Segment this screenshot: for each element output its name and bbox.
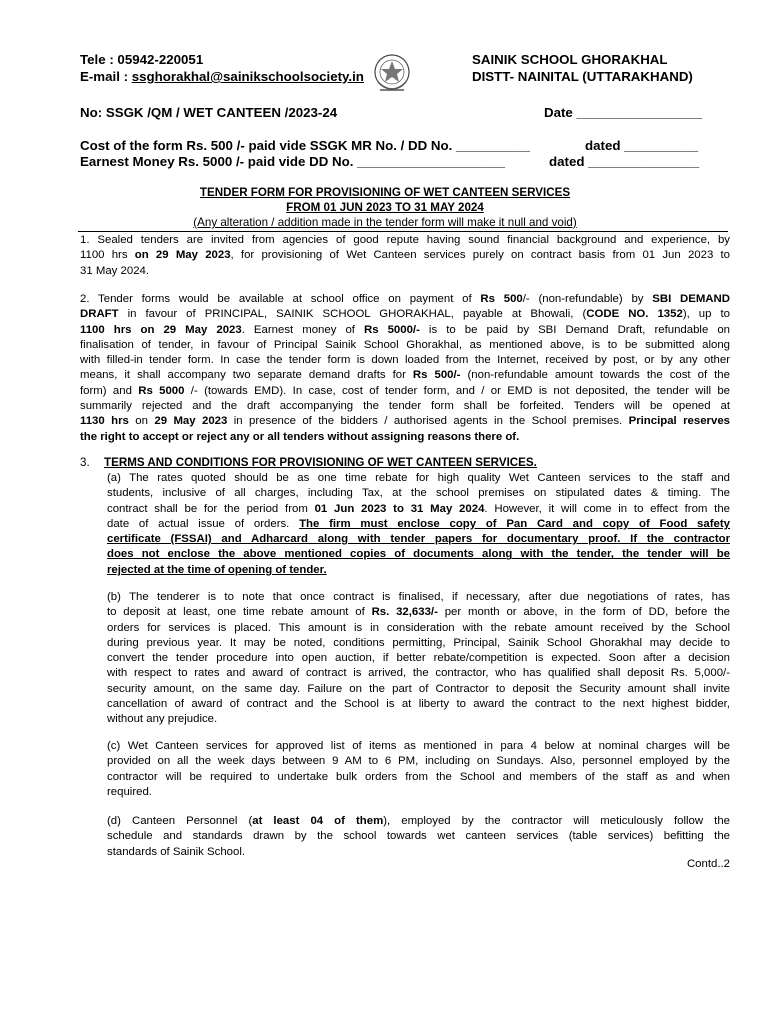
text-line: (b) The tenderer is to note that once contract is finalised, if necessary, after due negotiations of rates, has xyxy=(107,591,730,603)
text-line: 1130 hrs on 29 May 2023 in presence of the bidders / authorised agents in the School premises. Principal reserves xyxy=(80,415,730,428)
text-line: contract shall be for the period from 01 Jun 2023 to 31 May 2024. However, it will come in to effect from the xyxy=(107,502,730,515)
text-line: 1. Sealed tenders are invited from agencies of good repute having sound financial background and experience, by xyxy=(80,234,730,246)
text-line: finalisation of tender, in favour of Principal Sainik School Ghorakhal, as mentioned above, is to be submitted along xyxy=(80,338,730,351)
text-line: provided on all the week days between 9 AM to 6 PM, including on Sundays. Also, personnel employed by the xyxy=(107,755,730,768)
text-line: does not enclose the above mentioned copies of documents along with the tender, the tender will be xyxy=(107,548,730,561)
section-3-number: 3. xyxy=(80,456,90,469)
text-line: 1100 hrs on 29 May 2023, for provisioning of Wet Canteen services purely on contract basis from 01 Jun 2023 to xyxy=(80,249,731,262)
text-line: the right to accept or reject any or all tenders without assigning reasons there of. xyxy=(80,430,520,443)
email-line xyxy=(80,69,364,84)
text-line: cancellation of award of contract and the School is at liberty to award the contract to the next highest bidder, xyxy=(107,698,730,711)
text-line: with filled-in tender form. In case the tender form is down loaded from the Internet, received by post, or by any other xyxy=(80,354,730,367)
reference-number: No: SSGK /QM / WET CANTEEN /2023-24 xyxy=(80,105,338,120)
text-line: (d) Canteen Personnel (at least 04 of them), employed by the contractor will meticulously follow the xyxy=(107,815,730,827)
text-line: rejected at the time of opening of tender. xyxy=(107,563,327,576)
text-line: orders for services is placed. This amount is in consideration with the rebate amount received by the School xyxy=(107,621,730,634)
school-emblem-icon xyxy=(372,52,412,96)
text-line: convert the tender procedure into open auction, if better rebate/competition is expected. Soon after a decision xyxy=(107,652,730,665)
title-divider xyxy=(78,231,728,232)
text-line: students, inclusive of all charges, including Tax, at the school premises on stipulated dates & timing. The xyxy=(107,487,730,500)
tender-title: TENDER FORM FOR PROVISIONING OF WET CANTEEN SERVICES xyxy=(199,186,571,199)
school-address: DISTT- NAINITAL (UTTARAKHAND) xyxy=(472,69,693,84)
text-line: date of actual issue of orders. The firm must enclose copy of Pan Card and copy of Food safety xyxy=(107,517,730,530)
telephone: Tele : 05942-220051 xyxy=(80,52,204,67)
text-line: 1100 hrs on 29 May 2023. Earnest money of Rs 5000/- is to be paid by SBI Demand Draft, refundable on xyxy=(80,323,730,336)
text-line: with respect to rates and award of contract is arrived, the contractor, who has qualified shall deposit Rs. 5,000/- xyxy=(107,667,730,680)
text-line: form) and Rs 5000 /- (towards EMD). In case, cost of tender form, and / or EMD is not deposited, the tender will be xyxy=(80,384,730,397)
tender-period: FROM 01 JUN 2023 TO 31 MAY 2024 xyxy=(286,201,484,214)
text-line: 31 May 2024. xyxy=(80,264,150,277)
text-line: required. xyxy=(107,785,152,798)
earnest-money-line: Earnest Money Rs. 5000 /- paid vide DD No. ____________________ xyxy=(80,154,506,169)
text-line: (c) Wet Canteen services for approved list of items as mentioned in para 4 below at nominal charges will be xyxy=(107,740,730,752)
clause-3b xyxy=(107,590,730,728)
text-line: 2. Tender forms would be available at school office on payment of Rs 500/- (non-refundable) by SBI DEMAND xyxy=(80,293,730,305)
email-label: E-mail : xyxy=(80,69,132,84)
paragraph-2 xyxy=(80,292,730,445)
school-name: SAINIK SCHOOL GHORAKHAL xyxy=(472,52,668,67)
earnest-money-dated: dated _______________ xyxy=(549,154,700,169)
form-cost-line: Cost of the form Rs. 500 /- paid vide SSGK MR No. / DD No. __________ xyxy=(80,138,530,153)
form-cost-dated: dated __________ xyxy=(585,138,699,153)
text-line: DRAFT in favour of PRINCIPAL, SAINIK SCHOOL GHORAKHAL, payable at Bhowali, (CODE NO. 1352), up to xyxy=(80,308,730,321)
paragraph-1 xyxy=(80,233,730,279)
text-line: security amount, on the same day. Failure on the part of Contractor to deposit the Security amount shall invite xyxy=(107,682,730,695)
continued-marker: Contd..2 xyxy=(686,858,730,870)
clause-3a xyxy=(107,471,730,578)
text-line: to deposit at least, one time rebate amount of Rs. 32,633/- per month or above, in the form of DD, before the xyxy=(107,606,730,619)
text-line: without any prejudice. xyxy=(107,713,218,726)
section-3-heading: TERMS AND CONDITIONS FOR PROVISIONING OF WET CANTEEN SERVICES. xyxy=(104,456,537,469)
text-line: summarily rejected and the draft accompanying the tender form shall be forfeited. Tenders will be opened at xyxy=(80,400,730,413)
text-line: contractor will be required to undertake bulk orders from the School and members of the staff as and when xyxy=(107,770,730,783)
clause-3c xyxy=(107,739,730,800)
email-link[interactable]: ssghorakhal@sainikschoolsociety.in xyxy=(131,69,364,84)
text-line: during previous year. It may be noted, conditions permitting, Principal, Sainik School Ghorakhal may decide to xyxy=(107,636,730,649)
text-line: certificate (FSSAI) and Adharcard along with tender papers for documentary proof. If the contractor xyxy=(107,533,730,546)
text-line: schedule and standards drawn by the school towards wet canteen services (table services) befitting the xyxy=(107,830,730,843)
date-field: Date _________________ xyxy=(544,105,703,120)
text-line: (a) The rates quoted should be as one time rebate for high quality Wet Canteen services to the staff and xyxy=(107,472,730,484)
text-line: standards of Sainik School. xyxy=(107,845,246,858)
text-line: means, it shall accompany two separate demand drafts for Rs 500/- (non-refundable amount towards the cost of the xyxy=(80,369,730,382)
tender-note: (Any alteration / addition made in the tender form will make it null and void) xyxy=(193,216,577,229)
clause-3d xyxy=(107,814,730,860)
